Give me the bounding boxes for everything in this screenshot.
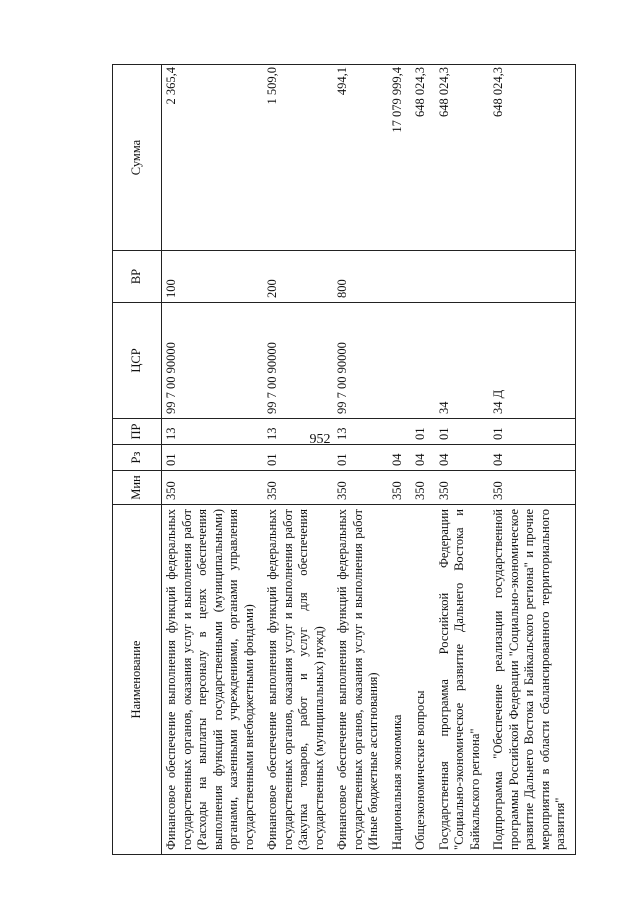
cell-sum: 494,1 [333, 65, 388, 251]
budget-table [112, 64, 576, 855]
cell-pr: 01 [411, 419, 435, 445]
header-pr: ПР [113, 419, 162, 445]
cell-pr: 13 [263, 419, 333, 445]
header-csr: ЦСР [113, 303, 162, 419]
cell-min: 350 [435, 471, 490, 505]
page-number: 952 [309, 432, 331, 447]
header-rz: Рз [113, 445, 162, 471]
cell-vr [435, 251, 490, 303]
cell-sum: 648 024,3 [411, 65, 435, 251]
table-row [388, 65, 412, 855]
cell-sum: 2 365,4 [162, 65, 264, 251]
table-row [162, 65, 264, 855]
cell-vr [489, 251, 575, 303]
cell-name: Финансовое обеспечение выполнения функций федеральных государственных органов, оказания услуг и выполнения работ (Расходы на выплаты персоналу в целях обеспечения выполнения функций государственными (муниципальными) органами, казенными учреждениями, органами управления государственными внебюджетными фондами) [162, 505, 264, 855]
cell-rz: 01 [263, 445, 333, 471]
table-row [411, 65, 435, 855]
cell-min: 350 [263, 471, 333, 505]
header-min: Мин [113, 471, 162, 505]
cell-sum: 17 079 999,4 [388, 65, 412, 251]
table-row [263, 65, 333, 855]
cell-rz: 04 [388, 445, 412, 471]
cell-sum: 1 509,0 [263, 65, 333, 251]
cell-rz: 01 [162, 445, 264, 471]
cell-csr: 34 [435, 303, 490, 419]
cell-sum: 648 024,3 [489, 65, 575, 251]
cell-min: 350 [411, 471, 435, 505]
cell-vr: 800 [333, 251, 388, 303]
cell-csr: 99 7 00 90000 [162, 303, 264, 419]
table-row [333, 65, 388, 855]
cell-pr: 13 [333, 419, 388, 445]
cell-sum: 648 024,3 [435, 65, 490, 251]
cell-name: Подпрограмма "Обеспечение реализации государственной программы Российской Федерации "Социально-экономическое развитие Дальнего Востока и Байкальского региона" и прочие мероприятия в области сбалансированного территориального развития" [489, 505, 575, 855]
cell-pr: 01 [435, 419, 490, 445]
cell-rz: 01 [333, 445, 388, 471]
cell-vr [411, 251, 435, 303]
cell-pr [388, 419, 412, 445]
header-vr: ВР [113, 251, 162, 303]
header-sum: Сумма [113, 65, 162, 251]
cell-vr [388, 251, 412, 303]
table-header-row [113, 65, 162, 855]
cell-rz: 04 [489, 445, 575, 471]
cell-name: Государственная программа Российской Федерации "Социально-экономическое развитие Дальнего Востока и Байкальского региона" [435, 505, 490, 855]
header-name: Наименование [113, 505, 162, 855]
table-row [489, 65, 575, 855]
cell-name: Национальная экономика [388, 505, 412, 855]
cell-csr [411, 303, 435, 419]
cell-csr: 99 7 00 90000 [333, 303, 388, 419]
cell-name: Общеэкономические вопросы [411, 505, 435, 855]
table-row [435, 65, 490, 855]
cell-pr: 01 [489, 419, 575, 445]
cell-rz: 04 [411, 445, 435, 471]
cell-rz: 04 [435, 445, 490, 471]
cell-csr: 34 Д [489, 303, 575, 419]
cell-vr: 100 [162, 251, 264, 303]
cell-name: Финансовое обеспечение выполнения функций федеральных государственных органов, оказания услуг и выполнения работ (Закупка товаров, работ и услуг для обеспечения государственных (муниципальных) нужд) [263, 505, 333, 855]
cell-min: 350 [489, 471, 575, 505]
cell-vr: 200 [263, 251, 333, 303]
cell-min: 350 [388, 471, 412, 505]
cell-csr: 99 7 00 90000 [263, 303, 333, 419]
cell-pr: 13 [162, 419, 264, 445]
cell-name: Финансовое обеспечение выполнения функций федеральных государственных органов, оказания услуг и выполнения работ (Иные бюджетные ассигнования) [333, 505, 388, 855]
cell-min: 350 [162, 471, 264, 505]
cell-csr [388, 303, 412, 419]
cell-min: 350 [333, 471, 388, 505]
rotated-table-container [112, 65, 612, 855]
